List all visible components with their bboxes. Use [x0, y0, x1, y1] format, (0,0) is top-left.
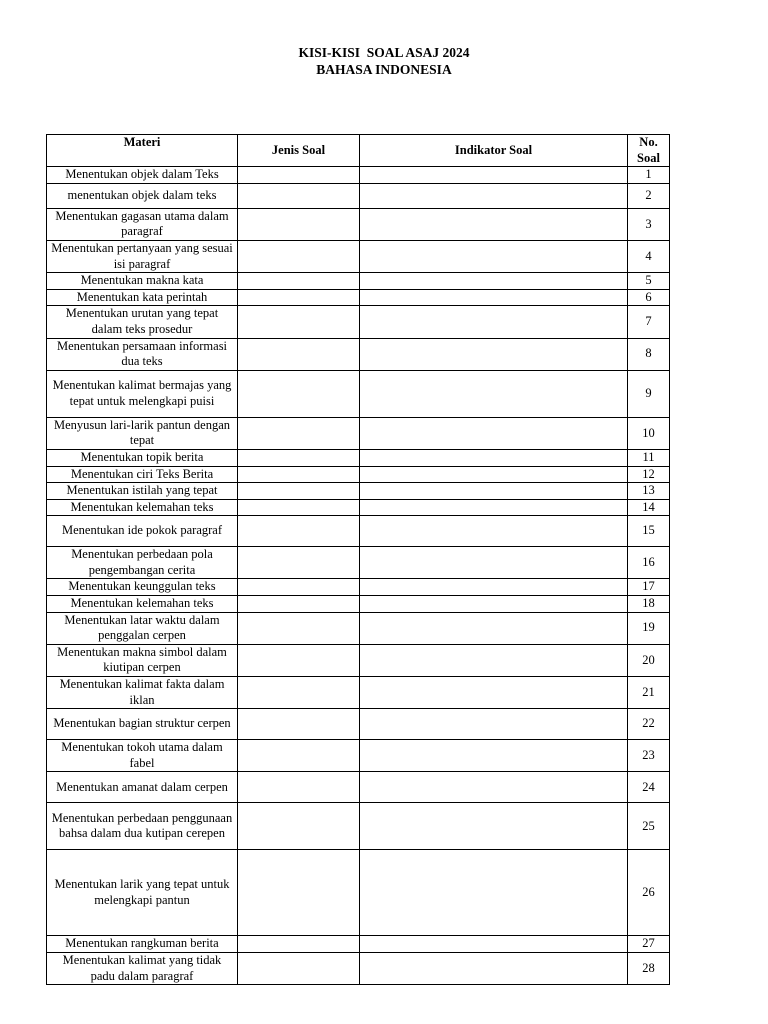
materi-cell: Menentukan tokoh utama dalam fabel	[47, 740, 238, 772]
jenis-soal-cell	[238, 483, 360, 500]
no-soal-cell: 22	[628, 709, 670, 740]
materi-cell: Menentukan topik berita	[47, 449, 238, 466]
no-soal-cell: 27	[628, 936, 670, 953]
indikator-soal-cell	[360, 370, 628, 417]
indikator-soal-cell	[360, 596, 628, 613]
no-soal-cell: 16	[628, 547, 670, 579]
no-soal-cell: 28	[628, 953, 670, 985]
indikator-soal-cell	[360, 709, 628, 740]
table-header-row	[47, 135, 670, 167]
jenis-soal-cell	[238, 850, 360, 936]
table-row	[47, 183, 670, 208]
indikator-soal-cell	[360, 466, 628, 483]
materi-cell: Menentukan makna simbol dalam kiutipan cerpen	[47, 644, 238, 676]
no-soal-cell: 5	[628, 273, 670, 290]
header-jenis-soal: Jenis Soal	[238, 135, 360, 167]
materi-cell: Menentukan perbedaan penggunaan bahsa dalam dua kutipan cerepen	[47, 803, 238, 850]
indikator-soal-cell	[360, 644, 628, 676]
jenis-soal-cell	[238, 449, 360, 466]
table-row	[47, 936, 670, 953]
jenis-soal-cell	[238, 516, 360, 547]
no-soal-cell: 17	[628, 579, 670, 596]
no-soal-cell: 19	[628, 612, 670, 644]
jenis-soal-cell	[238, 547, 360, 579]
header-no-soal: No. Soal	[628, 135, 670, 167]
no-soal-cell: 11	[628, 449, 670, 466]
no-soal-cell: 15	[628, 516, 670, 547]
indikator-soal-cell	[360, 273, 628, 290]
table-row	[47, 240, 670, 272]
jenis-soal-cell	[238, 936, 360, 953]
table-row	[47, 208, 670, 240]
indikator-soal-cell	[360, 677, 628, 709]
materi-cell: Menentukan larik yang tepat untuk melengkapi pantun	[47, 850, 238, 936]
jenis-soal-cell	[238, 709, 360, 740]
indikator-soal-cell	[360, 516, 628, 547]
indikator-soal-cell	[360, 338, 628, 370]
table-row	[47, 803, 670, 850]
table-row	[47, 579, 670, 596]
no-soal-cell: 13	[628, 483, 670, 500]
indikator-soal-cell	[360, 772, 628, 803]
materi-cell: Menentukan keunggulan teks	[47, 579, 238, 596]
no-soal-cell: 8	[628, 338, 670, 370]
table-row	[47, 370, 670, 417]
materi-cell: Menentukan makna kata	[47, 273, 238, 290]
title-line-2: BAHASA INDONESIA	[316, 62, 452, 77]
materi-cell: Menentukan istilah yang tepat	[47, 483, 238, 500]
no-soal-cell: 26	[628, 850, 670, 936]
table-row	[47, 273, 670, 290]
materi-cell: Menentukan kalimat bermajas yang tepat untuk melengkapi puisi	[47, 370, 238, 417]
materi-cell: Menentukan objek dalam Teks	[47, 167, 238, 184]
title-line-1: KISI-KISI SOAL ASAJ 2024	[298, 45, 470, 60]
no-soal-cell: 25	[628, 803, 670, 850]
no-soal-cell: 2	[628, 183, 670, 208]
no-soal-cell: 18	[628, 596, 670, 613]
table-row	[47, 740, 670, 772]
jenis-soal-cell	[238, 803, 360, 850]
no-soal-cell: 10	[628, 417, 670, 449]
jenis-soal-cell	[238, 417, 360, 449]
jenis-soal-cell	[238, 953, 360, 985]
jenis-soal-cell	[238, 370, 360, 417]
no-soal-cell: 24	[628, 772, 670, 803]
table-row	[47, 596, 670, 613]
table-row	[47, 709, 670, 740]
materi-cell: Menentukan persamaan informasi dua teks	[47, 338, 238, 370]
jenis-soal-cell	[238, 466, 360, 483]
materi-cell: Menyusun lari-larik pantun dengan tepat	[47, 417, 238, 449]
materi-cell: menentukan objek dalam teks	[47, 183, 238, 208]
indikator-soal-cell	[360, 167, 628, 184]
no-soal-cell: 14	[628, 499, 670, 516]
no-soal-cell: 20	[628, 644, 670, 676]
header-indikator-soal: Indikator Soal	[360, 135, 628, 167]
jenis-soal-cell	[238, 772, 360, 803]
jenis-soal-cell	[238, 612, 360, 644]
indikator-soal-cell	[360, 612, 628, 644]
no-soal-cell: 23	[628, 740, 670, 772]
indikator-soal-cell	[360, 306, 628, 338]
table-row	[47, 677, 670, 709]
jenis-soal-cell	[238, 183, 360, 208]
materi-cell: Menentukan gagasan utama dalam paragraf	[47, 208, 238, 240]
indikator-soal-cell	[360, 449, 628, 466]
indikator-soal-cell	[360, 183, 628, 208]
indikator-soal-cell	[360, 547, 628, 579]
no-soal-cell: 1	[628, 167, 670, 184]
jenis-soal-cell	[238, 644, 360, 676]
table-row	[47, 850, 670, 936]
materi-cell: Menentukan kelemahan teks	[47, 499, 238, 516]
materi-cell: Menentukan amanat dalam cerpen	[47, 772, 238, 803]
indikator-soal-cell	[360, 483, 628, 500]
jenis-soal-cell	[238, 306, 360, 338]
jenis-soal-cell	[238, 338, 360, 370]
materi-cell: Menentukan pertanyaan yang sesuai isi paragraf	[47, 240, 238, 272]
table-row	[47, 167, 670, 184]
jenis-soal-cell	[238, 208, 360, 240]
table-row	[47, 417, 670, 449]
document-title	[0, 44, 768, 78]
no-soal-cell: 21	[628, 677, 670, 709]
jenis-soal-cell	[238, 240, 360, 272]
table-row	[47, 306, 670, 338]
materi-cell: Menentukan bagian struktur cerpen	[47, 709, 238, 740]
no-soal-cell: 3	[628, 208, 670, 240]
materi-cell: Menentukan ide pokok paragraf	[47, 516, 238, 547]
jenis-soal-cell	[238, 740, 360, 772]
jenis-soal-cell	[238, 499, 360, 516]
table-row	[47, 612, 670, 644]
jenis-soal-cell	[238, 677, 360, 709]
table-row	[47, 644, 670, 676]
no-soal-cell: 9	[628, 370, 670, 417]
no-soal-cell: 12	[628, 466, 670, 483]
table-body	[47, 167, 670, 985]
indikator-soal-cell	[360, 417, 628, 449]
materi-cell: Menentukan perbedaan pola pengembangan cerita	[47, 547, 238, 579]
table-row	[47, 338, 670, 370]
indikator-soal-cell	[360, 850, 628, 936]
materi-cell: Menentukan kalimat yang tidak padu dalam paragraf	[47, 953, 238, 985]
indikator-soal-cell	[360, 740, 628, 772]
jenis-soal-cell	[238, 579, 360, 596]
indikator-soal-cell	[360, 579, 628, 596]
no-soal-cell: 4	[628, 240, 670, 272]
jenis-soal-cell	[238, 273, 360, 290]
indikator-soal-cell	[360, 208, 628, 240]
indikator-soal-cell	[360, 953, 628, 985]
table-row	[47, 483, 670, 500]
table-row	[47, 953, 670, 985]
indikator-soal-cell	[360, 499, 628, 516]
table-row	[47, 772, 670, 803]
jenis-soal-cell	[238, 167, 360, 184]
indikator-soal-cell	[360, 240, 628, 272]
no-soal-cell: 6	[628, 289, 670, 306]
materi-cell: Menentukan ciri Teks Berita	[47, 466, 238, 483]
indikator-soal-cell	[360, 289, 628, 306]
table-row	[47, 449, 670, 466]
materi-cell: Menentukan rangkuman berita	[47, 936, 238, 953]
materi-cell: Menentukan kata perintah	[47, 289, 238, 306]
indikator-soal-cell	[360, 803, 628, 850]
indikator-soal-cell	[360, 936, 628, 953]
table-row	[47, 466, 670, 483]
kisi-kisi-table	[46, 134, 670, 985]
header-materi: Materi	[47, 135, 238, 167]
table-row	[47, 547, 670, 579]
jenis-soal-cell	[238, 289, 360, 306]
materi-cell: Menentukan latar waktu dalam penggalan cerpen	[47, 612, 238, 644]
materi-cell: Menentukan kelemahan teks	[47, 596, 238, 613]
table-row	[47, 516, 670, 547]
jenis-soal-cell	[238, 596, 360, 613]
materi-cell: Menentukan urutan yang tepat dalam teks prosedur	[47, 306, 238, 338]
table-row	[47, 289, 670, 306]
table-row	[47, 499, 670, 516]
no-soal-cell: 7	[628, 306, 670, 338]
materi-cell: Menentukan kalimat fakta dalam iklan	[47, 677, 238, 709]
